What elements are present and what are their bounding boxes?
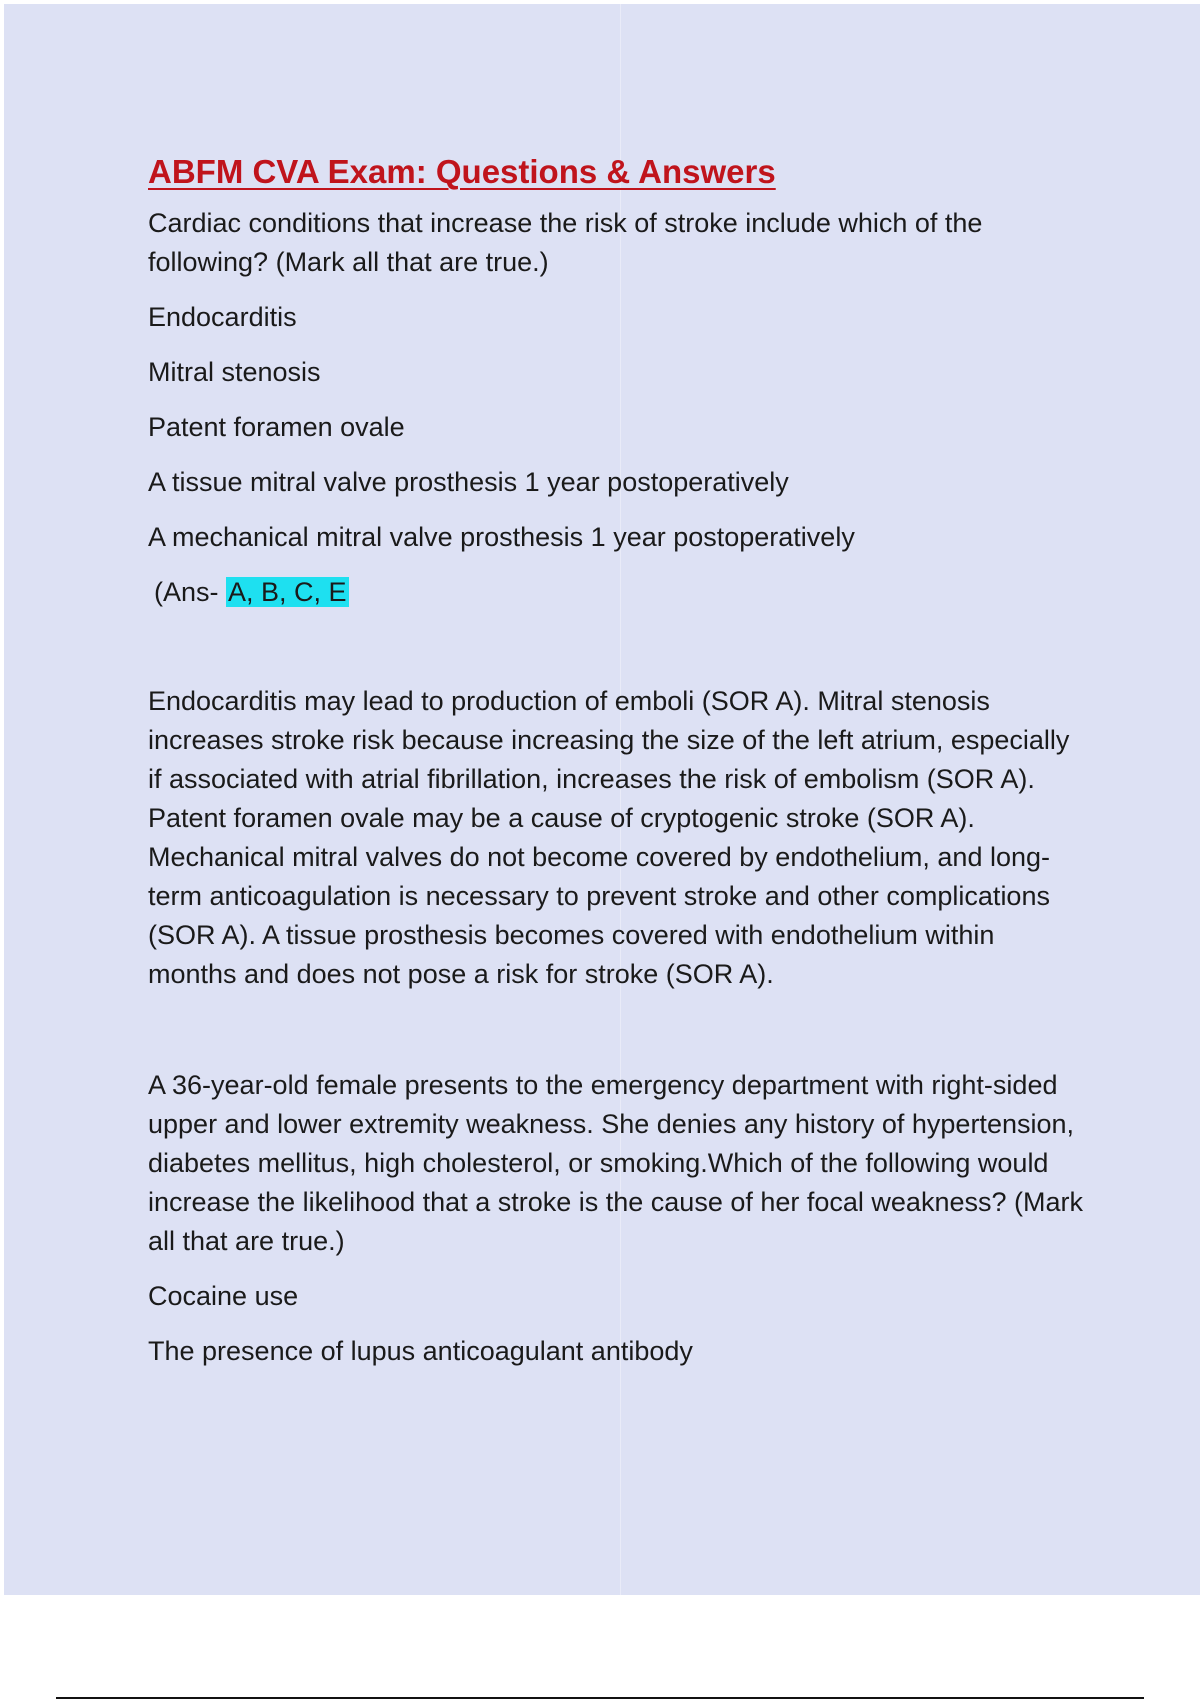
footer-rule [56,1697,1144,1699]
question-2-option-b: The presence of lupus anticoagulant antibody [148,1336,693,1366]
question-1-option-d: A tissue mitral valve prosthesis 1 year postoperatively [148,467,789,497]
question-1-explanation: Endocarditis may lead to production of emboli (SOR A). Mitral stenosis increases stroke risk because increasing the size of the left atrium, especially if associated with atrial fibrillation, increases the risk of embolism (SOR A). Patent foramen ovale may be a cause of cryptogenic stroke (SOR A). Mechanical mitral valves do not become covered by endothelium, and long-term anticoagulation is necessary to prevent stroke and other complications (SOR A). A tissue prosthesis becomes covered with endothelium within months and does not pose a risk for stroke (SOR A). [148,686,1070,989]
question-1-answer-line [154,573,1088,612]
document-title: ABFM CVA Exam: Questions & Answers [148,153,776,190]
question-1-option-a: Endocarditis [148,302,297,332]
question-2-option-a: Cocaine use [148,1281,299,1311]
document-content [148,150,1088,1387]
question-1-option-e: A mechanical mitral valve prosthesis 1 year postoperatively [148,522,855,552]
question-1-option-c: Patent foramen ovale [148,412,405,442]
question-2-text: A 36-year-old female presents to the emergency department with right-sided upper and lower extremity weakness. She denies any history of hypertension, diabetes mellitus, high cholesterol, or smoking.Which of the following would increase the likelihood that a stroke is the cause of her focal weakness? (Mark all that are true.) [148,1070,1083,1256]
question-1-text: Cardiac conditions that increase the risk of stroke include which of the following? (Mark all that are true.) [148,208,983,277]
answer-prefix: (Ans- [154,577,227,607]
question-1-option-b: Mitral stenosis [148,357,321,387]
answer-highlight: A, B, C, E [228,577,347,607]
